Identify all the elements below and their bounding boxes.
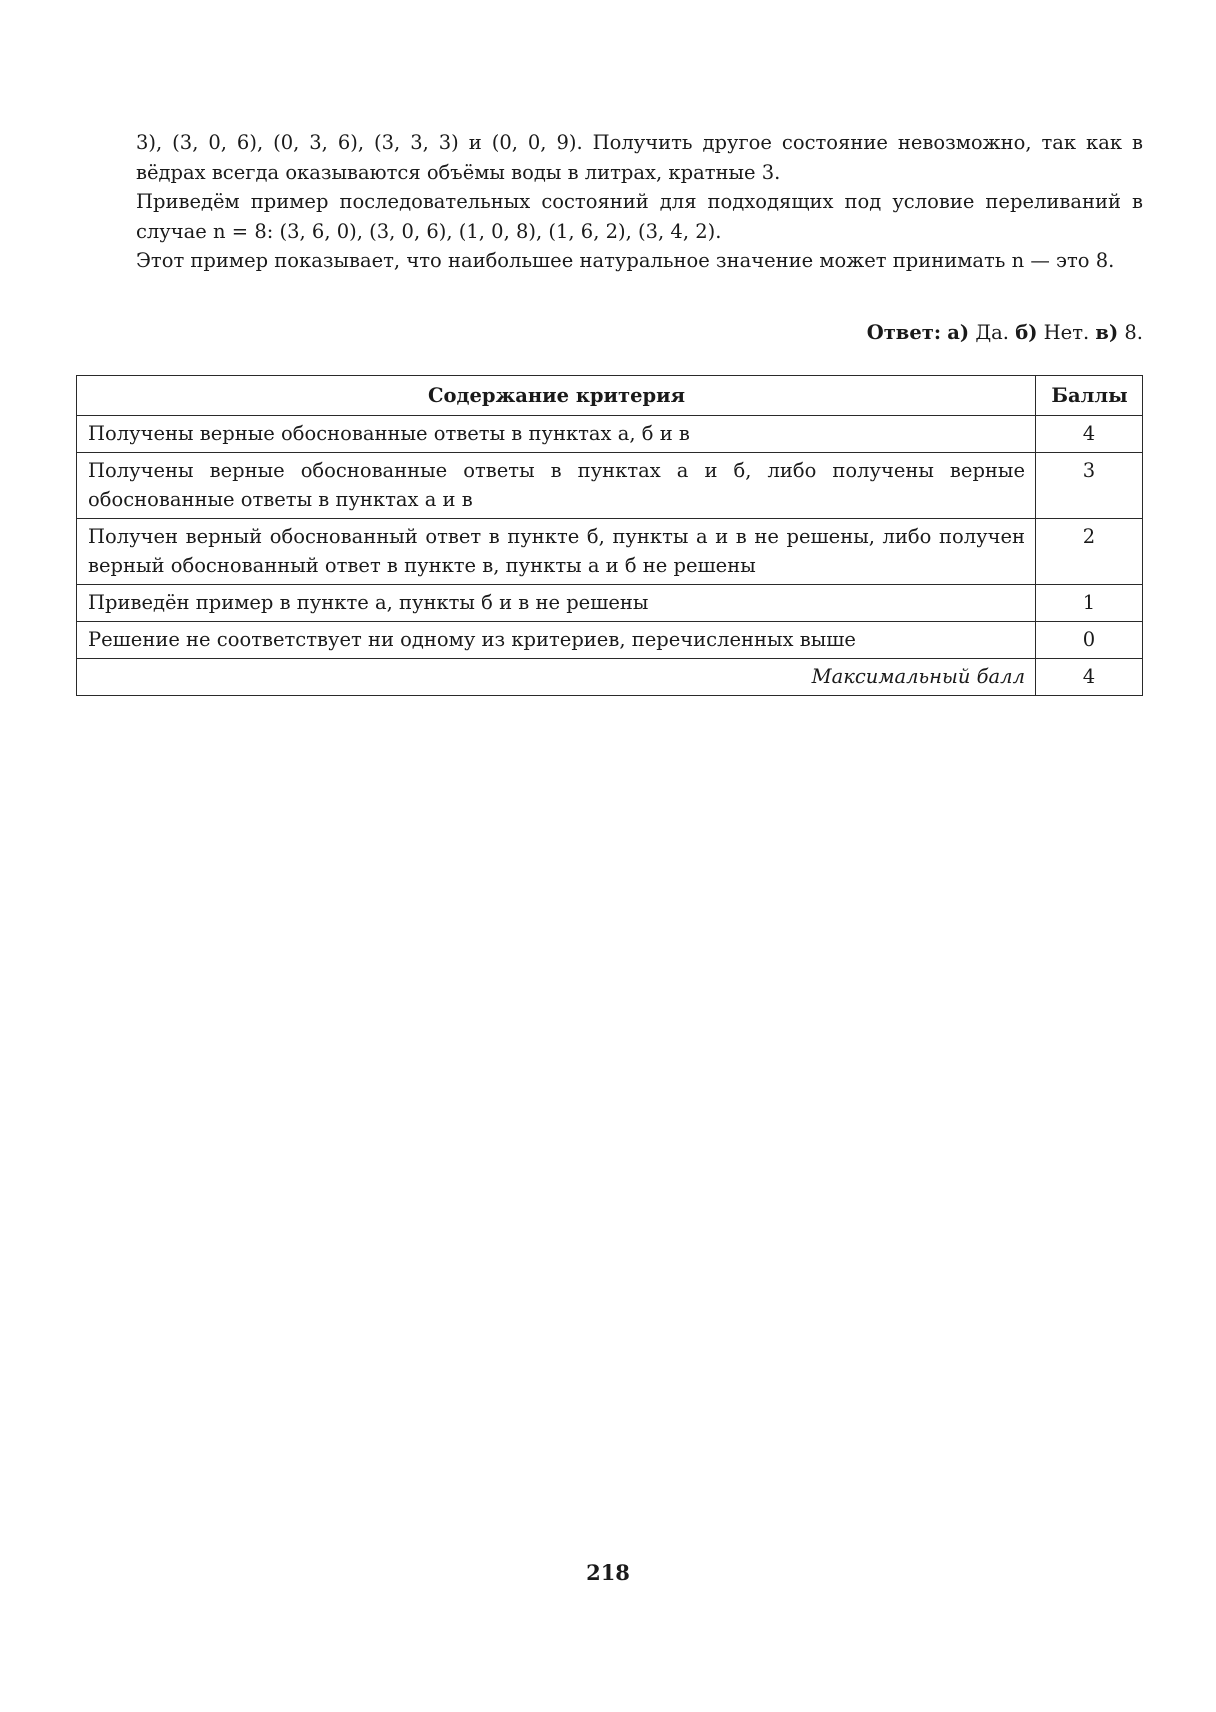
- answer-line: [867, 318, 1143, 347]
- page-number: 218: [586, 1560, 630, 1585]
- answer-b-label: б): [1015, 321, 1038, 344]
- header-score: Баллы: [1036, 376, 1143, 416]
- answer-b-value: Нет.: [1043, 321, 1090, 344]
- criterion-cell: Получен верный обоснованный ответ в пункте б, пункты а и в не решены, либо получен верный обоснованный ответ в пункте в, пункты а и б не решены: [77, 519, 1036, 585]
- criterion-cell: Получены верные обоснованные ответы в пунктах а и б, либо получены верные обоснованные ответы в пунктах а и в: [77, 453, 1036, 519]
- answer-c-value: 8.: [1124, 321, 1143, 344]
- table-row: [77, 416, 1143, 453]
- score-cell: 3: [1036, 453, 1143, 519]
- table-row: [77, 585, 1143, 622]
- criterion-cell: Приведён пример в пункте а, пункты б и в не решены: [77, 585, 1036, 622]
- criterion-cell: Получены верные обоснованные ответы в пунктах а, б и в: [77, 416, 1036, 453]
- max-score-label: Максимальный балл: [77, 659, 1036, 696]
- table-header-row: [77, 376, 1143, 416]
- solution-text: [136, 128, 1143, 276]
- answer-c-label: в): [1095, 321, 1119, 344]
- table-row: [77, 453, 1143, 519]
- answer-a-value: Да.: [975, 321, 1010, 344]
- score-cell: 2: [1036, 519, 1143, 585]
- score-cell: 1: [1036, 585, 1143, 622]
- table-row: [77, 519, 1143, 585]
- answer-label: Ответ:: [866, 321, 942, 344]
- solution-paragraph-1: 3), (3, 0, 6), (0, 3, 6), (3, 3, 3) и (0, 0, 9). Получить другое состояние невозможно, так как в вёдрах всегда оказываются объёмы воды в литрах, кратные 3.: [136, 131, 1143, 184]
- header-criterion: Содержание критерия: [77, 376, 1036, 416]
- solution-paragraph-2: Приведём пример последовательных состояний для подходящих под условие переливаний в случае n = 8: (3, 6, 0), (3, 0, 6), (1, 0, 8), (1, 6, 2), (3, 4, 2).: [136, 190, 1143, 243]
- solution-paragraph-3: Этот пример показывает, что наибольшее натуральное значение может принимать n — это 8.: [136, 249, 1115, 272]
- criteria-table: [76, 375, 1143, 696]
- criterion-cell: Решение не соответствует ни одному из критериев, перечисленных выше: [77, 622, 1036, 659]
- answer-a-label: а): [947, 321, 970, 344]
- table-row: [77, 622, 1143, 659]
- max-score-value: 4: [1036, 659, 1143, 696]
- score-cell: 0: [1036, 622, 1143, 659]
- max-score-row: [77, 659, 1143, 696]
- score-cell: 4: [1036, 416, 1143, 453]
